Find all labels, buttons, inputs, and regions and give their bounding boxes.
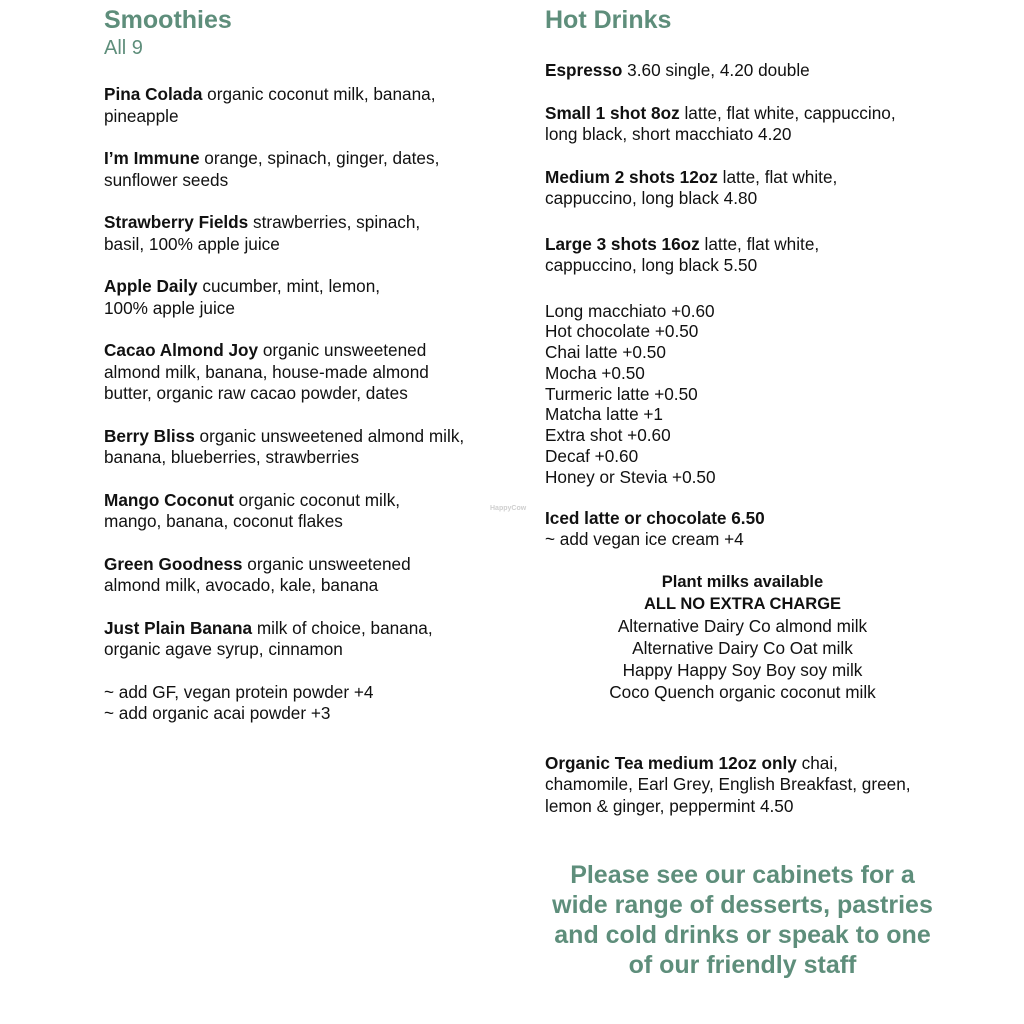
item-name: Berry Bliss bbox=[104, 425, 195, 446]
item-name: Pina Colada bbox=[104, 84, 203, 104]
item-name: Medium 2 shots 12oz bbox=[545, 166, 718, 187]
hot-drinks-section bbox=[545, 4, 965, 838]
item-desc: strawberries, spinach, bbox=[253, 212, 421, 232]
item-desc: orange, spinach, ginger, dates, bbox=[204, 148, 440, 168]
plant-milk-option: Happy Happy Soy Boy soy milk bbox=[622, 659, 863, 680]
item-desc: almond milk, avocado, kale, banana bbox=[104, 575, 379, 595]
extra-item: Turmeric latte +0.50 bbox=[545, 383, 698, 404]
item-desc: latte, flat white, cappuccino, bbox=[684, 102, 896, 123]
plant-milks-block bbox=[545, 571, 940, 703]
smoothies-section bbox=[104, 4, 504, 746]
menu-item-mango-coconut bbox=[104, 490, 504, 533]
item-name: I’m Immune bbox=[104, 148, 200, 168]
item-desc: organic coconut milk, bbox=[238, 489, 401, 510]
item-name: Espresso bbox=[545, 60, 623, 80]
item-desc: 100% apple juice bbox=[104, 297, 235, 318]
menu-item-apple-daily bbox=[104, 276, 504, 319]
item-desc: chai, bbox=[801, 752, 838, 773]
extra-item: Matcha latte +1 bbox=[545, 404, 663, 425]
item-desc: 3.60 single, 4.20 double bbox=[627, 60, 810, 80]
item-desc: mango, banana, coconut flakes bbox=[104, 511, 343, 531]
extra-item: Hot chocolate +0.50 bbox=[545, 321, 699, 342]
menu-item-iced bbox=[545, 508, 965, 551]
item-desc: organic unsweetened almond milk, bbox=[199, 425, 465, 446]
item-desc: pineapple bbox=[104, 105, 179, 126]
promo-message: Please see our cabinets for a wide range of desserts, pastries and cold drinks or speak to one of our friendly staff bbox=[552, 861, 933, 979]
item-name: Just Plain Banana bbox=[104, 617, 253, 638]
extra-item: Chai latte +0.50 bbox=[545, 342, 666, 363]
extra-item: Mocha +0.50 bbox=[545, 362, 645, 383]
item-name: Small 1 shot 8oz bbox=[545, 102, 680, 123]
item-desc: organic coconut milk, banana, bbox=[207, 84, 436, 104]
item-name: Mango Coconut bbox=[104, 489, 234, 510]
item-name: Organic Tea medium 12oz only bbox=[545, 752, 797, 773]
item-desc: milk of choice, banana, bbox=[256, 617, 433, 638]
menu-item-medium bbox=[545, 167, 965, 210]
plant-milks-title: Plant milks available bbox=[661, 572, 824, 591]
item-desc: chamomile, Earl Grey, English Breakfast, green, bbox=[545, 774, 911, 795]
plant-milk-option: Alternative Dairy Co Oat milk bbox=[632, 637, 853, 658]
watermark: HappyCow bbox=[490, 505, 527, 512]
menu-item-espresso bbox=[545, 60, 965, 82]
extra-item: Decaf +0.60 bbox=[545, 446, 639, 467]
addon-line: ~ add GF, vegan protein powder +4 bbox=[104, 681, 374, 702]
item-name: Strawberry Fields bbox=[104, 212, 249, 232]
menu-item-green-goodness bbox=[104, 554, 504, 597]
item-name: Cacao Almond Joy bbox=[104, 340, 259, 360]
smoothies-heading: Smoothies bbox=[104, 6, 232, 34]
extra-item: Extra shot +0.60 bbox=[545, 425, 671, 446]
item-name: Iced latte or chocolate 6.50 bbox=[545, 507, 765, 528]
addon-line: ~ add organic acai powder +3 bbox=[104, 703, 331, 723]
menu-item-pina-colada bbox=[104, 84, 504, 127]
menu-item-just-plain-banana bbox=[104, 618, 504, 661]
smoothies-price-note: All 9 bbox=[104, 37, 143, 59]
item-desc: long black, short macchiato 4.20 bbox=[545, 124, 792, 144]
plant-milks-subtitle: ALL NO EXTRA CHARGE bbox=[643, 594, 842, 613]
menu-item-strawberry-fields bbox=[104, 212, 504, 255]
item-desc: cappuccino, long black 4.80 bbox=[545, 188, 758, 208]
item-desc: cucumber, mint, lemon, bbox=[202, 276, 381, 296]
plant-milk-option: Alternative Dairy Co almond milk bbox=[617, 615, 868, 636]
item-name: Apple Daily bbox=[104, 276, 198, 296]
hot-drinks-heading: Hot Drinks bbox=[545, 6, 672, 34]
extra-item: Honey or Stevia +0.50 bbox=[545, 466, 716, 487]
item-name: Large 3 shots 16oz bbox=[545, 233, 700, 254]
plant-milk-option: Coco Quench organic coconut milk bbox=[609, 681, 876, 702]
item-desc: cappuccino, long black 5.50 bbox=[545, 255, 758, 275]
item-name: Green Goodness bbox=[104, 553, 243, 574]
extra-item: Long macchiato +0.60 bbox=[545, 300, 715, 321]
extras-list bbox=[545, 301, 965, 488]
item-desc: organic unsweetened bbox=[262, 340, 427, 360]
menu-item-small bbox=[545, 103, 965, 146]
item-desc: organic agave syrup, cinnamon bbox=[104, 639, 343, 659]
item-desc: latte, flat white, bbox=[704, 233, 820, 254]
item-desc: sunflower seeds bbox=[104, 169, 229, 190]
menu-item-large bbox=[545, 234, 965, 277]
item-desc: almond milk, banana, house-made almond bbox=[104, 361, 429, 382]
item-desc: banana, blueberries, strawberries bbox=[104, 447, 360, 467]
item-desc: ~ add vegan ice cream +4 bbox=[545, 529, 744, 550]
menu-item-im-immune bbox=[104, 148, 504, 191]
menu-item-cacao-almond-joy bbox=[104, 340, 504, 405]
menu-item-organic-tea bbox=[545, 753, 965, 818]
item-desc: latte, flat white, bbox=[722, 166, 838, 187]
item-desc: lemon & ginger, peppermint 4.50 bbox=[545, 795, 794, 816]
item-desc: organic unsweetened bbox=[247, 553, 411, 574]
item-desc: basil, 100% apple juice bbox=[104, 233, 280, 254]
menu-item-berry-bliss bbox=[104, 426, 504, 469]
smoothie-addons bbox=[104, 682, 504, 725]
item-desc: butter, organic raw cacao powder, dates bbox=[104, 383, 408, 403]
